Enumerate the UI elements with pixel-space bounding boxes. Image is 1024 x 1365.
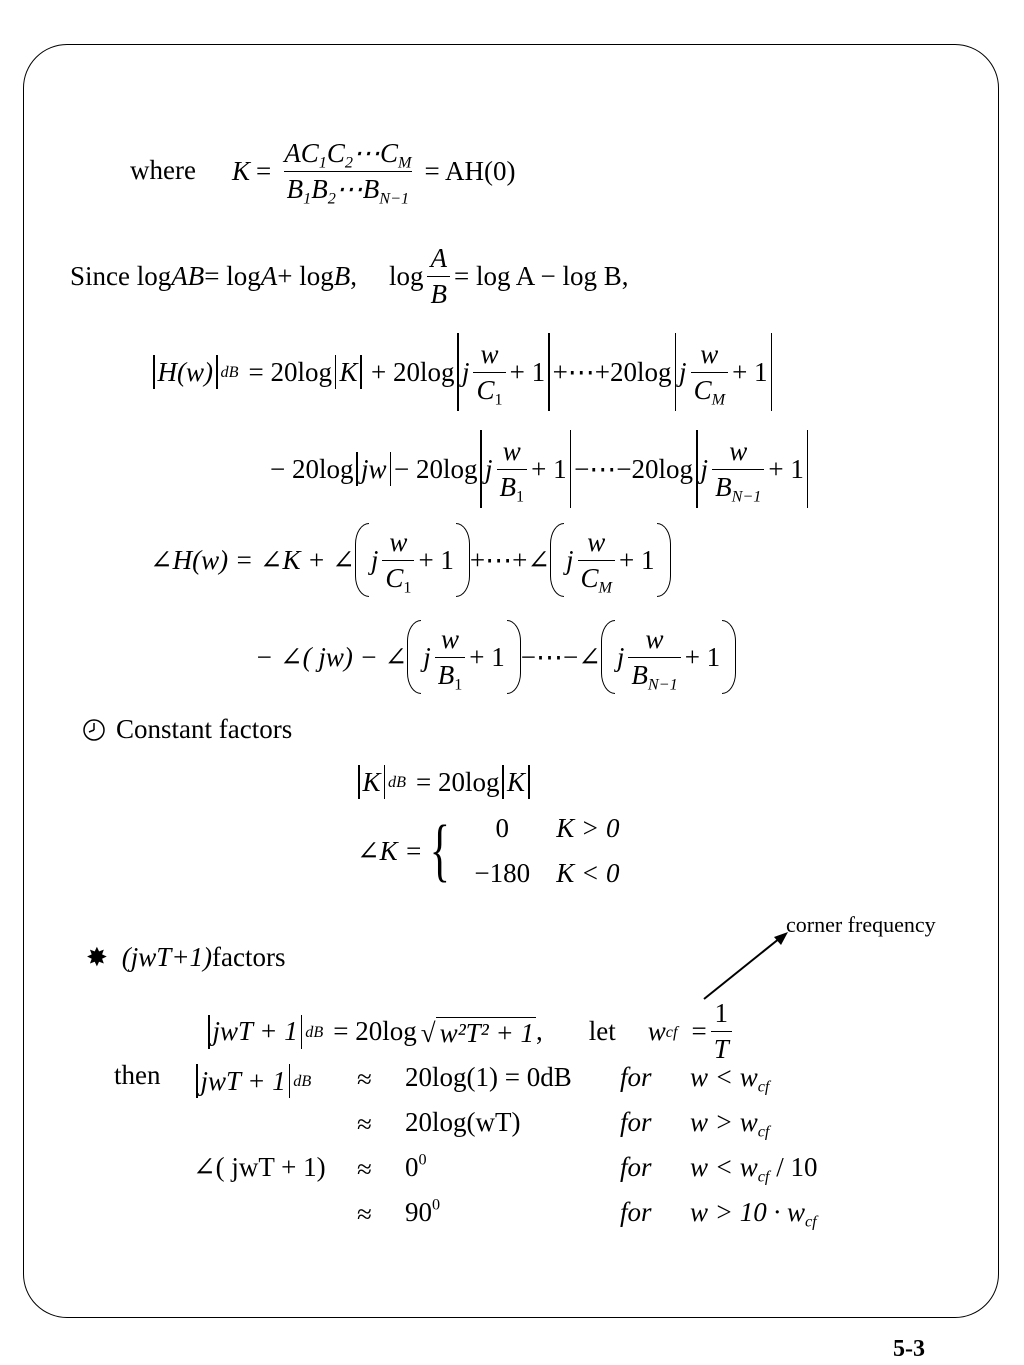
clock-icon [82, 718, 106, 742]
where-label: where [130, 155, 196, 185]
row2-value: 20log(wT) [405, 1107, 521, 1137]
k-definition: K = $\frac{AC_1C_2\cdots C_M}{B_1B_2\cdots B_{N-1}}$ = AH(0) [232, 138, 516, 208]
row3-value: $0^0$ [405, 1150, 427, 1182]
constant-magnitude: K dB = 20log K [355, 765, 533, 799]
magnitude-eq-row1: H(w) dB = 20log K + 20log j $\frac{w}{C_1}$ + 1 +⋯+20log j $\frac{w}{C_M}$ + 1 [150, 333, 775, 411]
row4-value: $90^0$ [405, 1195, 441, 1227]
page-number: 5-3 [893, 1336, 925, 1362]
arrow-icon [700, 928, 795, 1003]
then-row3-lhs: ∠( jwT + 1) [193, 1152, 326, 1182]
phase-eq-row1: ∠H(w) = ∠K + ∠ j $\frac{w}{C_1}$ + 1 +⋯+∠ j $\frac{w}{C_M}$ + 1 [150, 523, 671, 597]
corner-frequency-label: corner frequency [786, 912, 936, 937]
row1-condition: $w < w_{cf}$ [690, 1062, 770, 1096]
star-icon: ✸ [86, 942, 108, 972]
constant-factors-heading: Constant factors [82, 714, 292, 745]
then-label: then [114, 1060, 161, 1090]
jwt-magnitude: jwT + 1 dB = 20log √ w²T² + 1 , let w cf = $\frac{1}{T}$ [205, 1000, 736, 1063]
log-identity: Since log AB = log A + log B , log $\frac{A}{B}$ = log A − log B, [70, 243, 629, 309]
row4-condition: $w > 10 \cdot w_{cf}$ [690, 1197, 817, 1231]
k-fraction: $\frac{AC_1C_2\cdots C_M}{B_1B_2\cdots B_{N-1}}$ [284, 138, 412, 208]
row2-condition: $w > w_{cf}$ [690, 1107, 770, 1141]
phase-eq-row2: − ∠( jw) − ∠ j $\frac{w}{B_1}$ + 1 −⋯−∠ j $\frac{w}{B_{N-1}}$ + 1 [255, 620, 736, 694]
jwt-factors-heading: ✸ (jwT+1) factors [86, 942, 286, 972]
constant-phase: ∠K = { 0 K > 0 −180 K < 0 [357, 812, 620, 889]
row3-condition: $w < w_{cf} / 10$ [690, 1152, 818, 1186]
magnitude-eq-row2: − 20log jw − 20log j $\frac{w}{B_1}$ + 1 −⋯−20log j $\frac{w}{B_{N-1}}$ + 1 [270, 430, 811, 508]
row1-value: 20log(1) = 0dB [405, 1062, 572, 1092]
then-row1-lhs: jwT + 1 dB [193, 1064, 311, 1098]
